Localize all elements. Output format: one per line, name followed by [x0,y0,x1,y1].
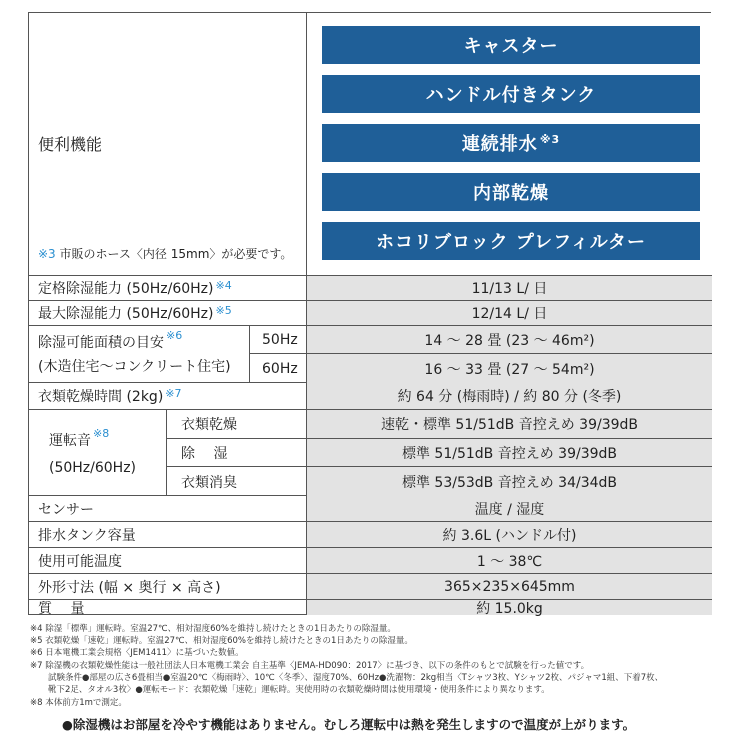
footnote-7-conditions-cont: 靴下2足、タオル3枚〉●運転モード：衣類乾燥「速乾」運転時。実使用時の衣類乾燥時間は使用環境・使用条件により異なります。 [48,685,550,695]
rated-dehumid-row: 定格除湿能力 (50Hz/60Hz) ※4 11/13 L/ 日 [29,276,712,301]
noise-sublabel: (50Hz/60Hz) [49,460,137,476]
noise-row: 運転音 $^{※8}$ (50Hz/60Hz) 衣類乾燥 除 湿 衣類消臭 速乾・標準 51/51dB 音控えめ 39/39dB 標準 51/51dB 音控えめ 39/39dB 標準 53/53dB 音控えめ 34/34dB [29,410,712,496]
temp-row: 使用可能温度 1 〜 38℃ [29,548,712,574]
dimensions-row: 外形寸法 (幅 × 奥行 × 高さ) 365×235×645mm [29,574,712,600]
area-row: 除湿可能面積の目安 $^{※6}$ (木造住宅〜コンクリート住宅) 50Hz 60Hz 14 〜 28 畳 (23 〜 46m²) 16 〜 33 畳 (27 〜 54m²) [29,326,712,383]
feature-prefilter: ホコリブロック プレフィルター [322,222,700,260]
max-dehumid-row: 最大除湿能力 (50Hz/60Hz) ※5 12/14 L/ 日 [29,301,712,326]
features-footnote: ※3 市販のホース〈内径 15mm〉が必要です。 [38,247,293,261]
area-sublabel: (木造住宅〜コンクリート住宅) [38,359,231,375]
features-list [306,13,712,275]
sensor-row: センサー 温度 / 湿度 [29,496,712,522]
footnote-6: ※6 日本電機工業会規格〈JEM1411〉に基づいた数値。 [30,648,244,658]
feature-caster: キャスター [322,26,700,64]
footnote-8: ※8 本体前方1mで測定。 [30,698,127,708]
footnote-7-conditions: 試験条件●部屋の広さ6畳相当●室温20℃〈梅雨時〉、10℃〈冬季〉、湿度70%、60Hz●洗濯物：2kg相当〈Tシャツ3枚、Yシャツ2枚、パジャマ1組、下着7枚、 [48,673,664,683]
features-label: 便利機能 [38,135,103,154]
spec-table: 便利機能 ※3 市販のホース〈内径 15mm〉が必要です。 キャスター ハンドル付きタンク 連続排水 $^{※3}$ 内部乾燥 ホコリブロック プレフィルター 定格除湿能力 (50Hz/60Hz) ※4 11/13 L/ 日 最大除湿能力 (50Hz/60Hz) ※5 12/14 L/ 日 除湿可能面積の目安 $^{※6}$ (木造住宅〜コンクリート住宅) 50Hz 60Hz 14 〜 28 畳 (23 〜 46m²) 16 〜 33 畳 (27 〜 54m²) 衣類乾燥時間 (2kg) ※7 約 64 分 (梅雨時) / 約 80 分 (冬季) 運転音 $^{※8}$ (50Hz/60Hz) 衣類乾燥 除 湿 衣類消臭 速乾・標準 51/51dB 音控えめ 39/39dB 標準 51/51dB 音控えめ 39/39dB 標準 53/53dB 音控えめ 34/34dB センサー 温度 / 湿度 排水タンク容量 約 3.6L (ハンドル付) 使用可能温度 1 〜 38℃ 外形寸法 (幅 × 奥行 × 高さ) 365×235×645mm 質 量 約 15.0kg [28,12,711,615]
features-row [29,13,712,276]
drying-time-row: 衣類乾燥時間 (2kg) ※7 約 64 分 (梅雨時) / 約 80 分 (冬季) [29,383,712,410]
noise-mode-col: 衣類乾燥 除 湿 衣類消臭 [166,410,306,496]
tank-row: 排水タンク容量 約 3.6L (ハンドル付) [29,522,712,548]
footnote-5: ※5 衣類乾燥「速乾」運転時。室温27℃、相対湿度60%を維持し続けたときの1日あたりの除湿量。 [30,636,413,646]
noise-label: 運転音 $^{※8}$ [49,427,110,449]
footnote-4: ※4 除湿「標準」運転時。室温27℃、相対湿度60%を維持し続けたときの1日あたりの除湿量。 [30,624,396,634]
warning-note: ●除湿機はお部屋を冷やす機能はありません。むしろ運転中は熱を発生しますので温度が上がります。 [62,717,636,732]
area-label: 除湿可能面積の目安 $^{※6}$ [38,329,183,351]
feature-continuous-drain: 連続排水 $^{※3}$ [322,124,700,162]
feature-handle-tank: ハンドル付きタンク [322,75,700,113]
footnote-7: ※7 除湿機の衣類乾燥性能は一般社団法人日本電機工業会 自主基準〈JEMA-HD090：2017〉に基づき、以下の条件のもとで試験を行った値です。 [30,661,590,671]
feature-internal-dry: 内部乾燥 [322,173,700,211]
area-freq-col: 50Hz 60Hz [249,326,306,383]
